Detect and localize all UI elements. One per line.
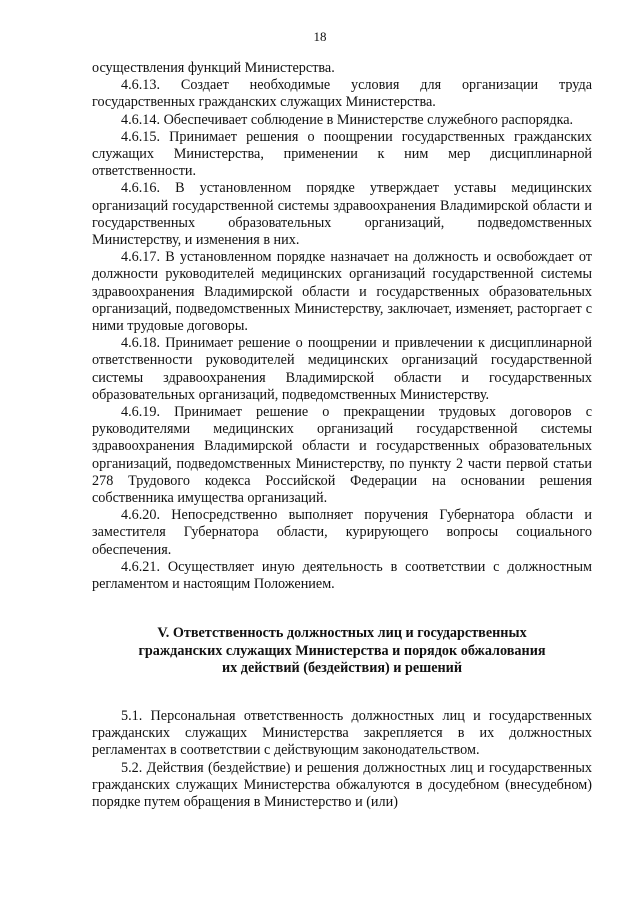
paragraph-4-6-13: 4.6.13. Создает необходимые условия для организации труда государственных гражданских служащих Министерства. xyxy=(92,77,592,111)
paragraph-4-6-18: 4.6.18. Принимает решение о поощрении и привлечении к дисциплинарной ответственности руководителей медицинских организаций государственной системы здравоохранения Владимирской области и государственных образовательных организаций, подведомственных Министерству. xyxy=(92,335,592,403)
section-heading-line: гражданских служащих Министерства и порядок обжалования xyxy=(138,642,546,659)
paragraph-continuation: осуществления функций Министерства. xyxy=(92,60,335,76)
paragraph-4-6-21: 4.6.21. Осуществляет иную деятельность в соответствии с должностным регламентом и настоящим Положением. xyxy=(92,558,592,593)
paragraph-4-6-19: 4.6.19. Принимает решение о прекращении трудовых договоров с руководителями медицинских организаций государственной системы здравоохранения Владимирской области и государственных образовательных организаций, подведомственных Министерству, по пункту 2 части первой статьи 278 Трудового кодекса Российской Федерации на основании решения собственника имущества организаций. xyxy=(92,404,592,507)
page-number: 18 xyxy=(313,29,327,44)
section-heading-line: V. Ответственность должностных лиц и государственных xyxy=(157,625,527,642)
section-heading-line: их действий (бездействия) и решений xyxy=(221,659,463,676)
paragraph-5-2: 5.2. Действия (бездействие) и решения должностных лиц и государственных гражданских служащих Министерства обжалуются в досудебном (внесудебном) порядке путем обращения в Министерство и (или) xyxy=(92,759,592,810)
paragraph-4-6-20: 4.6.20. Непосредственно выполняет поручения Губернатора области и заместителя Губернатора области, курирующего вопросы социального обеспечения. xyxy=(92,507,592,558)
paragraph-5-1: 5.1. Персональная ответственность должностных лиц и государственных гражданских служащих Министерства закрепляется в их должностных регламентах в соответствии с действующим законодательством. xyxy=(92,707,592,759)
paragraph-4-6-17: 4.6.17. В установленном порядке назначает на должность и освобождает от должности руководителей медицинских организаций государственной системы здравоохранения Владимирской области и государственных образовательных организаций, подведомственных Министерству, заключает, изменяет, расторгает с ними трудовые договоры. xyxy=(92,249,592,335)
paragraph-4-6-14: 4.6.14. Обеспечивает соблюдение в Министерстве служебного распорядка. xyxy=(121,111,574,128)
section-heading xyxy=(92,625,592,677)
paragraph-4-6-15: 4.6.15. Принимает решения о поощрении государственных гражданских служащих Министерства, применении к ним мер дисциплинарной ответственности. xyxy=(92,128,592,180)
document-body xyxy=(92,60,592,811)
paragraph-4-6-16: 4.6.16. В установленном порядке утверждает уставы медицинских организаций государственной системы здравоохранения Владимирской области и государственных образовательных организаций, подведомственных Министерству, и изменения в них. xyxy=(92,180,592,249)
